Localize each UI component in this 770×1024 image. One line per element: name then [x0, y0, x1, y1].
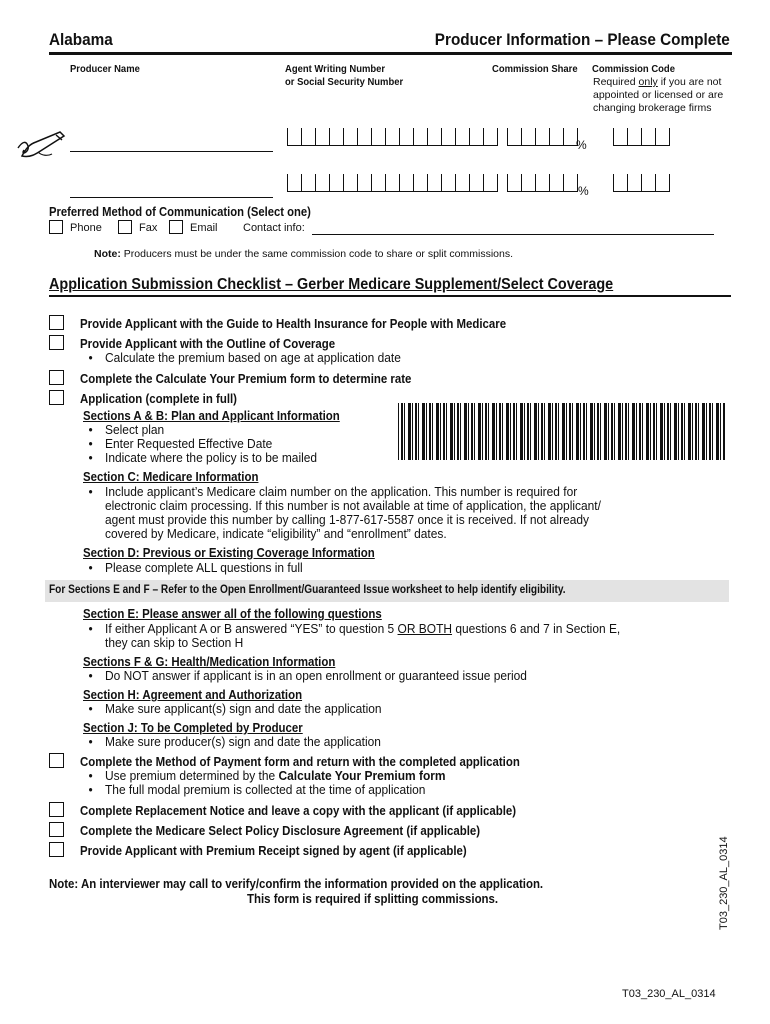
commission-share-boxes-1[interactable]	[507, 128, 578, 146]
payment-bullet-2: • The full modal premium is collected at the time of application	[105, 783, 425, 797]
fax-label: Fax	[139, 222, 158, 234]
section-fg-heading: Sections F & G: Health/Medication Information	[83, 654, 336, 669]
section-e-bullet-line-2: they can skip to Section H	[105, 635, 244, 650]
outline-checkbox[interactable]	[49, 335, 64, 350]
fax-checkbox[interactable]	[118, 220, 132, 234]
email-checkbox[interactable]	[169, 220, 183, 234]
commission-code-note: Required only if you are not appointed or licensed or are changing brokerage firms	[593, 76, 724, 114]
payment-bullet-1: • Use premium determined by the Calculate Your Premium form	[105, 769, 446, 783]
section-d-bullet: • Please complete ALL questions in full	[105, 561, 303, 575]
section-ab-bullet-2: • Enter Requested Effective Date	[105, 437, 272, 451]
commission-note: Note: Producers must be under the same commission code to share or split commissions.	[94, 248, 514, 260]
section-ab-bullet-3: • Indicate where the policy is to be mailed	[105, 451, 317, 465]
producer-name-label: Producer Name	[70, 63, 140, 75]
guide-checkbox[interactable]	[49, 315, 64, 330]
section-d-heading: Section D: Previous or Existing Coverage Information	[83, 545, 375, 560]
agent-writing-number-boxes-2[interactable]	[287, 174, 498, 192]
agent-writing-number-label: Agent Writing Number or Social Security Number	[285, 63, 404, 88]
item-select: Complete the Medicare Select Policy Disclosure Agreement (if applicable)	[80, 823, 481, 838]
payment-checkbox[interactable]	[49, 753, 64, 768]
section-e-bullet: • If either Applicant A or B answered “YES” to question 5 OR BOTH questions 6 and 7 in Section E,	[105, 622, 620, 636]
percent-sign-1: %	[576, 138, 587, 152]
section-c-bullet-line-4: covered by Medicare, indicate “eligibility” and “enrollment” dates.	[105, 526, 447, 541]
contact-info-label: Contact info:	[243, 222, 305, 234]
section-e-heading: Section E: Please answer all of the following questions	[83, 606, 382, 621]
producer-name-field-1[interactable]	[70, 150, 273, 152]
phone-checkbox[interactable]	[49, 220, 63, 234]
section-j-bullet: • Make sure producer(s) sign and date the application	[105, 735, 381, 749]
email-label: Email	[190, 222, 218, 234]
item-replacement: Complete Replacement Notice and leave a copy with the applicant (if applicable)	[80, 803, 517, 818]
replacement-checkbox[interactable]	[49, 802, 64, 817]
section-c-bullet-line-2: electronic claim processing. If this number is not available at time of application, the applicant/	[105, 498, 601, 513]
commission-code-label: Commission Code	[592, 63, 675, 75]
application-checkbox[interactable]	[49, 390, 64, 405]
item-calc: Complete the Calculate Your Premium form to determine rate	[80, 371, 412, 386]
section-c-bullet-1: • Include applicant’s Medicare claim number on the application. This number is required for	[105, 485, 577, 499]
form-code: T03_230_AL_0314	[622, 988, 716, 1000]
outline-bullet: • Calculate the premium based on age at application date	[105, 351, 401, 365]
item-outline: Provide Applicant with the Outline of Coverage	[80, 336, 336, 351]
pen-signature-icon	[16, 126, 72, 162]
receipt-checkbox[interactable]	[49, 842, 64, 857]
form-code-vertical: T03_230_AL_0314	[718, 836, 730, 930]
item-guide: Provide Applicant with the Guide to Health Insurance for People with Medicare	[80, 316, 507, 331]
commission-share-label: Commission Share	[492, 63, 578, 75]
calc-checkbox[interactable]	[49, 370, 64, 385]
preferred-method-heading: Preferred Method of Communication (Select one)	[49, 205, 311, 219]
section-j-heading: Section J: To be Completed by Producer	[83, 720, 303, 735]
sections-ef-band-text: For Sections E and F – Refer to the Open Enrollment/Guaranteed Issue worksheet to help identify eligibility.	[49, 584, 566, 596]
page-title: Producer Information – Please Complete	[434, 30, 730, 49]
section-ab-bullet-1: • Select plan	[105, 423, 164, 437]
contact-info-field[interactable]	[312, 233, 714, 235]
barcode	[398, 403, 725, 460]
section-ab-heading: Sections A & B: Plan and Applicant Information	[83, 408, 340, 423]
commission-code-boxes-1[interactable]	[613, 128, 670, 146]
section-h-heading: Section H: Agreement and Authorization	[83, 687, 303, 702]
item-application: Application (complete in full)	[80, 391, 237, 406]
commission-share-boxes-2[interactable]	[507, 174, 578, 192]
commission-code-boxes-2[interactable]	[613, 174, 670, 192]
section-c-heading: Section C: Medicare Information	[83, 469, 259, 484]
agent-writing-number-boxes-1[interactable]	[287, 128, 498, 146]
section-fg-bullet: • Do NOT answer if applicant is in an open enrollment or guaranteed issue period	[105, 669, 527, 683]
section-h-bullet: • Make sure applicant(s) sign and date the application	[105, 702, 382, 716]
footer-note: Note: An interviewer may call to verify/confirm the information provided on the application.	[49, 876, 544, 891]
checklist-title: Application Submission Checklist – Gerber Medicare Supplement/Select Coverage	[49, 276, 614, 293]
phone-label: Phone	[70, 222, 102, 234]
footer-note-2: This form is required if splitting commissions.	[247, 891, 499, 906]
select-checkbox[interactable]	[49, 822, 64, 837]
checklist-title-rule	[49, 295, 731, 297]
section-c-bullet-line-3: agent must provide this number by calling 1-877-617-5587 once it is received. If not already	[105, 512, 589, 527]
header-rule	[49, 52, 732, 55]
producer-name-field-2[interactable]	[70, 196, 273, 198]
state-name: Alabama	[49, 30, 113, 49]
item-payment: Complete the Method of Payment form and return with the completed application	[80, 754, 520, 769]
percent-sign-2: %	[578, 184, 589, 198]
item-receipt: Provide Applicant with Premium Receipt signed by agent (if applicable)	[80, 843, 467, 858]
